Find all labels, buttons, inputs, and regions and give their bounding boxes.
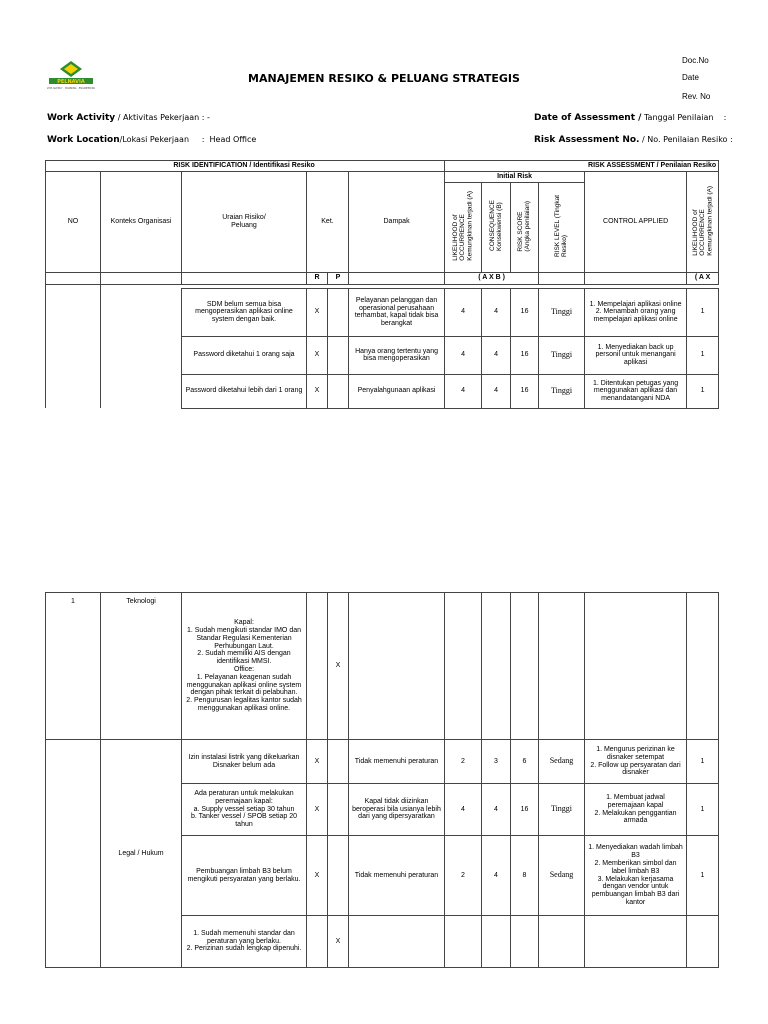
table-cell [46,740,101,968]
logo-text: PELNAVIA [57,79,85,85]
table-cell [482,916,511,968]
table-cell [101,288,182,336]
table-cell: X [328,916,349,968]
table-cell: 16 [511,336,539,374]
table-cell: 4 [482,374,511,408]
table-cell: X [307,374,328,408]
table-cell [46,374,101,408]
table-cell: Tinggi [539,288,585,336]
table-cell [349,272,445,284]
table-cell: 1 [687,784,719,836]
table-cell: Tinggi [539,784,585,836]
table-cell [328,336,349,374]
table-cell: 1 [687,336,719,374]
table-cell [328,836,349,916]
table-cell [539,593,585,740]
table-cell: 3 [482,740,511,784]
consequence-header: CONSEQUENCE Konsekwensi (B) [488,200,504,252]
table-cell: 1. Menyediakan back up personil untuk menangani aplikasi [585,336,687,374]
table-row [46,740,719,784]
table-cell [585,593,687,740]
table-cell: Kapal: 1. Sudah mengikuti standar IMO dan Standar Regulasi Kementerian Perhubungan Laut. 2. Sudah memiliki AIS dengan identifikasi MMSI. Office: 1. Pelayanan keagenan sudah menggunakan aplikasi online system dengan pihak terkait di pelabuhan. 2. Pengurusan legalitas kantor sudah menggunakan aplikasi online. [182,593,307,740]
table-cell [307,593,328,740]
table-cell [539,916,585,968]
table-cell [482,593,511,740]
p-header: P [328,272,349,284]
table-cell: X [307,784,328,836]
table-cell: Kapal tidak diizinkan beroperasi bila usianya lebih dari yang dipersyaratkan [349,784,445,836]
table-cell: 2 [445,740,482,784]
uraian-header: Uraian Risiko/ Peluang [182,172,307,273]
ket-header: Ket. [307,172,349,273]
date-label: Date [682,73,699,82]
table-cell [511,916,539,968]
table-cell [101,272,182,284]
rev-no-label: Rev. No [682,92,711,101]
table-cell [687,172,719,273]
risk-table-page1 [45,160,719,409]
table-cell: 4 [445,336,482,374]
ax-header: ( A X [687,272,719,284]
work-location: Work Location/Lokasi Pekerjaan : Head Office [47,135,257,145]
table-cell: X [307,336,328,374]
table-cell: 1. Sudah memenuhi standar dan peraturan yang berlaku. 2. Perizinan sudah lengkap dipenuhi. [182,916,307,968]
table-cell [328,288,349,336]
table-cell [349,593,445,740]
axb-header: ( A X B ) [445,272,539,284]
table-cell: 1 [687,288,719,336]
table-cell: 4 [445,374,482,408]
table-cell: X [307,740,328,784]
table-cell [328,784,349,836]
table-cell: 4 [445,288,482,336]
table-cell: 4 [482,784,511,836]
table-cell [101,336,182,374]
table-cell: 8 [511,836,539,916]
work-activity: Work Activity / Aktivitas Pekerjaan : - [47,113,210,123]
table-cell [511,593,539,740]
risk-assessment-header: RISK ASSESSMENT / Penilaian Resiko [445,161,719,172]
table-cell [445,593,482,740]
table-cell: 4 [445,784,482,836]
table-cell [687,593,719,740]
risk-assessment-no: Risk Assessment No. / No. Penilaian Resiko : [534,135,733,145]
table-row [46,288,719,336]
table-cell [511,182,539,272]
table-cell: 1. Mempelajari aplikasi online 2. Menambah orang yang mempelajari aplikasi online [585,288,687,336]
table-cell [182,272,307,284]
r-header: R [307,272,328,284]
table-cell [328,374,349,408]
table-cell: Pelayanan pelanggan dan operasional perusahaan terhambat, kapal tidak bisa berangkat [349,288,445,336]
table-cell: X [307,288,328,336]
table-cell: Sedang [539,836,585,916]
table-cell: 1 [687,836,719,916]
table-cell [585,272,687,284]
table-cell [46,272,101,284]
table-cell [46,336,101,374]
table-cell: Pembuangan limbah B3 belum mengikuti persyaratan yang berlaku. [182,836,307,916]
table-cell: 2 [445,836,482,916]
risk-table-page2 [45,592,719,968]
table-cell [307,916,328,968]
logo-tagline: SHIP AGENCY · MANNING · ENGINEERING [47,87,95,90]
table-cell: 1 [687,374,719,408]
table-cell [328,740,349,784]
table-cell: 1. Mengurus perizinan ke disnaker setempat 2. Follow up persyaratan dari disnaker [585,740,687,784]
doc-no-label: Doc.No [682,56,709,65]
table-cell: 1. Ditentukan petugas yang menggunakan aplikasi dan menandatangani NDA [585,374,687,408]
table-cell: 16 [511,288,539,336]
konteks-legal: Legal / Hukum [101,740,182,968]
table-cell: 16 [511,374,539,408]
risk-score-header: RISK SCORE (Angka penilaian) [517,200,532,252]
table-cell: Tinggi [539,374,585,408]
konteks-header: Konteks Organisasi [101,172,182,273]
table-cell: Tidak memenuhi peraturan [349,740,445,784]
table-row [46,593,719,740]
risk-identification-header: RISK IDENTIFICATION / Identifikasi Resiko [46,161,445,172]
table-cell: Ada peraturan untuk melakukan peremajaan kapal: a. Supply vessel setiap 30 tahun b. Tanker vessel / SPOB setiap 20 tahun [182,784,307,836]
risk-level-header: RISK LEVEL (Tingkat Resiko) [554,194,569,257]
table-cell: 4 [482,336,511,374]
table-row [46,374,719,408]
no-header: NO [46,172,101,273]
table-cell [539,272,585,284]
table-cell: 4 [482,836,511,916]
table-cell: Hanya orang tertentu yang bisa mengoperasikan [349,336,445,374]
table-cell [539,182,585,272]
table-cell: Izin instalasi listrik yang dikeluarkan Disnaker belum ada [182,740,307,784]
table-cell [349,916,445,968]
table-cell [445,182,482,272]
table-cell: 1 [687,740,719,784]
row-number: 1 [46,593,101,740]
table-cell: Penyalahgunaan aplikasi [349,374,445,408]
control-header: CONTROL APPLIED [585,172,687,273]
initial-risk-header: Initial Risk [445,172,585,183]
likelihood-header: LIKELIHOOD of OCCURRENCE Kemungkinan terjadi (A) [452,191,474,261]
table-cell: Tidak memenuhi peraturan [349,836,445,916]
table-cell: SDM belum semua bisa mengoperasikan aplikasi online system dengan baik. [182,288,307,336]
page-title: MANAJEMEN RESIKO & PELUANG STRATEGIS [248,72,520,85]
table-cell [46,288,101,336]
table-cell [585,916,687,968]
dampak-header: Dampak [349,172,445,273]
table-cell: X [328,593,349,740]
table-cell [687,916,719,968]
table-cell: 6 [511,740,539,784]
table-cell: Password diketahui 1 orang saja [182,336,307,374]
konteks-teknologi: Teknologi [101,593,182,740]
table-cell: 16 [511,784,539,836]
table-cell: Sedang [539,740,585,784]
table-cell [101,374,182,408]
table-cell: 1. Menyediakan wadah limbah B3 2. Memberikan simbol dan label limbah B3 3. Melakukan kerjasama dengan vendor untuk pembuangan limbah B3 dari kantor [585,836,687,916]
table-cell [482,182,511,272]
likelihood2-header: LIKELIHOOD of OCCURRENCE Kemungkinan terjadi (A) [691,185,714,256]
table-cell [445,916,482,968]
table-cell: Tinggi [539,336,585,374]
table-cell: Password diketahui lebih dari 1 orang [182,374,307,408]
table-row [46,336,719,374]
table-cell: 1. Membuat jadwal peremajaan kapal 2. Melakukan penggantian armada [585,784,687,836]
date-of-assessment: Date of Assessment / Tanggal Penilaian : [534,113,727,123]
table-cell: X [307,836,328,916]
table-cell: 4 [482,288,511,336]
